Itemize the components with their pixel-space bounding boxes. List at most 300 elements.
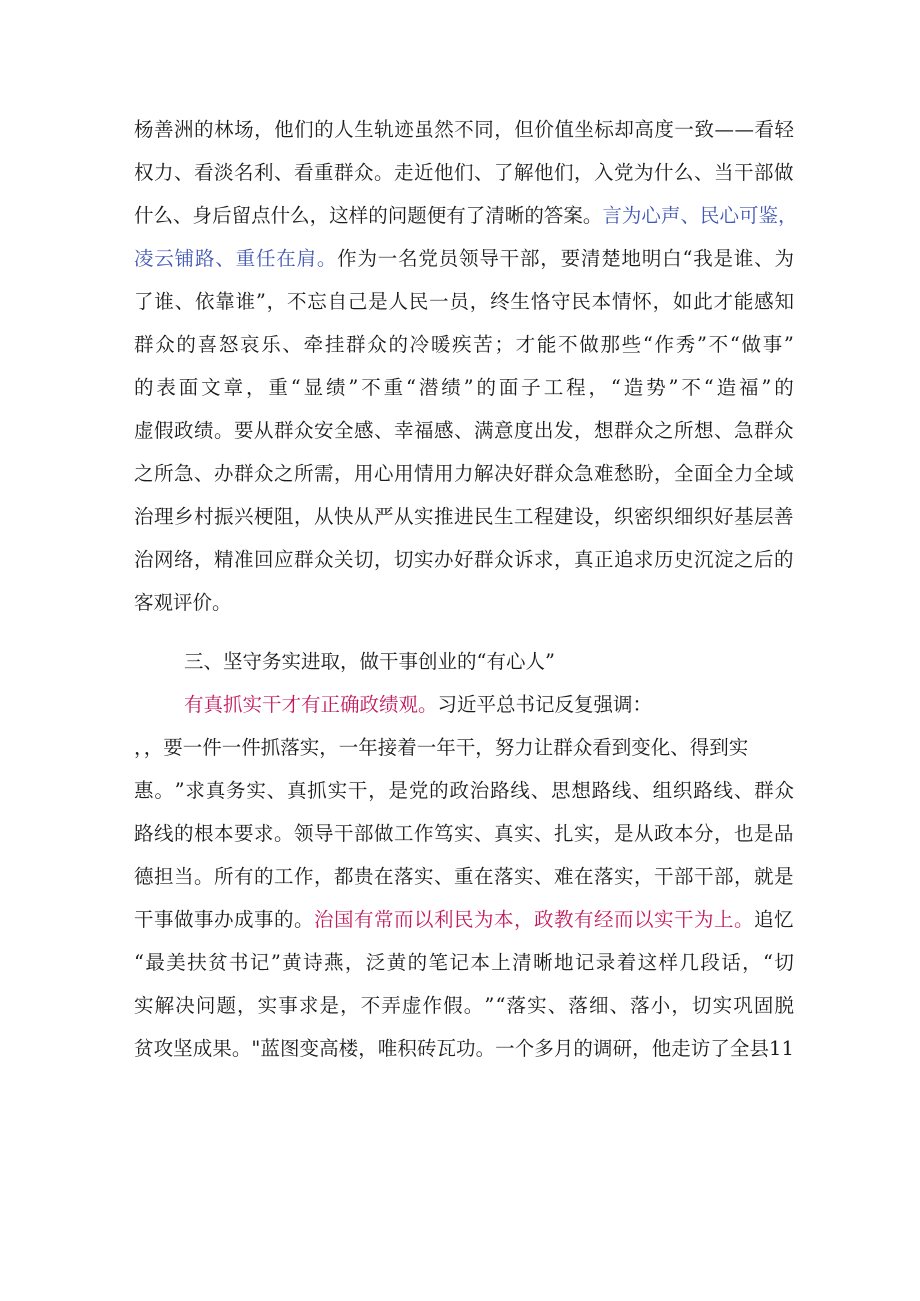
- text-char: 白: [662, 247, 682, 270]
- text-char: 众: [294, 419, 314, 442]
- text-char: 的: [774, 376, 794, 399]
- text-char: 准: [234, 548, 254, 571]
- text-char: 做: [579, 333, 599, 356]
- text-char: 他: [651, 1037, 672, 1060]
- text-char: 杨: [134, 118, 154, 141]
- text-char: 常: [374, 908, 394, 931]
- text-char: 诉: [514, 548, 534, 571]
- text-char: 高: [319, 1037, 339, 1060]
- text-char: ，: [514, 908, 534, 931]
- text-char: 巩: [733, 994, 753, 1017]
- text-char: 高: [634, 118, 654, 141]
- text-char: 什: [134, 204, 154, 227]
- document-page: [134, 108, 798, 1070]
- text-char: 实: [414, 505, 434, 528]
- text-char: 本: [214, 822, 234, 845]
- text-char: 忆: [774, 908, 794, 931]
- text-char: 。: [463, 994, 484, 1017]
- text-char: 却: [614, 118, 634, 141]
- text-char: 实: [527, 994, 547, 1017]
- text-char: 点: [251, 204, 271, 227]
- text-char: 问: [195, 994, 216, 1017]
- text-char: 之: [134, 462, 154, 485]
- text-char: 如: [672, 290, 693, 313]
- text-char: 出: [534, 419, 554, 442]
- text-char: 抓: [307, 779, 327, 802]
- text-char: 疾: [452, 333, 472, 356]
- text-char: ，: [194, 548, 214, 571]
- text-char: 织: [694, 505, 714, 528]
- text-char: 、: [274, 161, 294, 184]
- text-char: 记: [574, 951, 595, 974]
- text-char: 工: [514, 505, 534, 528]
- text-char: 、: [534, 865, 554, 888]
- text-char: “: [406, 376, 416, 399]
- text-char: 问: [387, 204, 408, 227]
- text-char: 工: [543, 376, 564, 399]
- text-char: 之: [734, 548, 754, 571]
- text-char: ，: [540, 247, 560, 270]
- text-char: 在: [474, 865, 494, 888]
- text-char: 明: [641, 247, 662, 270]
- text-char: 决: [494, 462, 514, 485]
- text-char: 样: [658, 951, 679, 974]
- text-char: 贫: [134, 1037, 154, 1060]
- text-char: 清: [485, 204, 505, 227]
- text-char: 而: [614, 908, 634, 931]
- text-char: 村: [194, 505, 214, 528]
- text-char: 安: [314, 419, 334, 442]
- text-char: 难: [594, 462, 614, 485]
- text-char: 党: [614, 161, 634, 184]
- text-char: “: [642, 333, 653, 356]
- text-char: 的: [388, 333, 408, 356]
- text-char: 发: [554, 419, 574, 442]
- text-char: 从: [634, 822, 654, 845]
- text-char: 泛: [365, 951, 386, 974]
- text-char: 、: [434, 865, 454, 888]
- text-char: 笃: [434, 822, 454, 845]
- text-char: 林: [214, 118, 234, 141]
- text-char: 全: [729, 1037, 750, 1060]
- text-char: 。: [734, 908, 754, 931]
- text-char: 事: [278, 994, 298, 1017]
- text-char: 是: [713, 247, 734, 270]
- text-line: [134, 538, 794, 581]
- text-char: 言: [602, 204, 622, 227]
- section-heading: [134, 640, 794, 683]
- text-char: 重: [383, 376, 404, 399]
- text-char: 兴: [234, 505, 254, 528]
- text-char: ；: [494, 333, 514, 356]
- text-char: 扶: [187, 951, 207, 974]
- text-char: 。: [231, 1037, 252, 1060]
- text-char: 域: [774, 462, 794, 485]
- text-char: 此: [693, 290, 713, 313]
- text-char: 有: [354, 908, 374, 931]
- text-char: 众: [254, 462, 274, 485]
- text-char: 小: [650, 994, 671, 1017]
- text-char: 群: [274, 419, 294, 442]
- text-char: 善: [154, 118, 174, 141]
- text-char: 的: [174, 822, 194, 845]
- text-char: 梗: [254, 505, 274, 528]
- text-char: ，: [554, 548, 574, 571]
- text-char: 所: [214, 865, 234, 888]
- text-line: [134, 726, 794, 769]
- text-char: 作: [294, 865, 314, 888]
- text-char: 民: [474, 505, 494, 528]
- text-char: 诗: [303, 951, 323, 974]
- text-char: 、: [714, 419, 734, 442]
- text-char: 国: [334, 908, 354, 931]
- text-char: 、: [266, 779, 287, 802]
- text-char: 、: [454, 419, 474, 442]
- text-char: ": [251, 1037, 261, 1060]
- text-char: 绩: [441, 376, 461, 399]
- text-char: 治: [469, 779, 490, 802]
- text-char: 么: [674, 161, 694, 184]
- text-char: 功: [456, 1037, 476, 1060]
- text-char: 肩: [296, 247, 317, 270]
- text-char: 真: [574, 548, 594, 571]
- text-char: 织: [654, 505, 674, 528]
- text-char: 度: [654, 118, 674, 141]
- text-line: [134, 984, 794, 1027]
- text-char: 实: [574, 822, 594, 845]
- text-char: 的: [476, 376, 497, 399]
- text-char: 晰: [533, 951, 553, 974]
- text-char: 县: [749, 1037, 769, 1060]
- text-char: 群: [134, 333, 154, 356]
- text-char: 干: [734, 161, 754, 184]
- text-char: 、: [374, 419, 394, 442]
- text-char: 多: [534, 1037, 554, 1060]
- text-char: 追: [614, 548, 634, 571]
- text-char: 密: [634, 505, 654, 528]
- text-char: 基: [734, 505, 754, 528]
- text-char: 政: [654, 822, 674, 845]
- text-char: 史: [674, 548, 694, 571]
- text-char: ，: [778, 204, 798, 227]
- text-char: 干: [694, 865, 714, 888]
- text-char: 民: [408, 290, 429, 313]
- text-char: 求: [298, 994, 319, 1017]
- text-char: ，: [654, 462, 674, 485]
- text-char: 进: [454, 505, 474, 528]
- text-char: 研: [612, 1037, 633, 1060]
- text-char: 乡: [174, 505, 194, 528]
- text-char: 政: [449, 779, 469, 802]
- text-char: 求: [254, 822, 274, 845]
- text-char: 重: [268, 376, 288, 399]
- text-char: 好: [714, 505, 734, 528]
- text-char: 急: [174, 462, 194, 485]
- text-char: 员: [449, 290, 469, 313]
- text-char: 事: [254, 908, 274, 931]
- text-char: 要: [560, 247, 581, 270]
- text-char: 情: [414, 462, 434, 485]
- text-char: 为: [634, 161, 654, 184]
- text-char: 11: [769, 1037, 794, 1060]
- text-char: 牵: [303, 333, 324, 356]
- text-char: 、: [215, 247, 235, 270]
- text-char: 的: [524, 204, 544, 227]
- text-char: 做: [741, 333, 762, 356]
- text-char: 的: [134, 376, 154, 399]
- text-segment: 三、坚守务实进取，做干事创业的“有心人”: [184, 650, 555, 673]
- text-char: 权: [134, 161, 154, 184]
- text-char: 黄: [386, 951, 407, 974]
- text-char: 图: [279, 1037, 300, 1060]
- text-char: 虚: [401, 994, 422, 1017]
- text-char: 看: [294, 161, 314, 184]
- text-char: 笔: [428, 951, 449, 974]
- text-char: 终: [490, 290, 510, 313]
- text-char: 全: [714, 462, 734, 485]
- text-char: 是: [388, 779, 409, 802]
- text-char: 网: [154, 548, 174, 571]
- text-char: 、: [174, 290, 195, 313]
- text-char: 值: [554, 118, 574, 141]
- text-char: 担: [154, 865, 174, 888]
- text-char: 、: [474, 161, 494, 184]
- text-char: 求: [534, 548, 554, 571]
- text-char: 唯: [377, 1037, 398, 1060]
- text-char: 领: [294, 822, 314, 845]
- text-char: 好: [454, 548, 474, 571]
- text-line: [134, 812, 794, 855]
- text-char: 历: [654, 548, 674, 571]
- text-char: 回: [254, 548, 274, 571]
- text-char: 有: [574, 908, 594, 931]
- text-char: 暖: [430, 333, 451, 356]
- text-char: 本: [674, 822, 694, 845]
- text-char: 看: [754, 118, 774, 141]
- text-char: 不: [454, 118, 474, 141]
- text-char: 上: [714, 908, 734, 931]
- text-char: 政: [174, 419, 194, 442]
- text-char: 众: [554, 462, 574, 485]
- text-char: 根: [194, 822, 214, 845]
- text-char: 么: [153, 204, 174, 227]
- text-char: 干: [334, 822, 354, 845]
- text-char: 地: [621, 247, 642, 270]
- text-char: 从: [254, 419, 274, 442]
- text-char: 假: [443, 994, 463, 1017]
- text-char: 部: [754, 161, 774, 184]
- text-char: 瓦: [436, 1037, 456, 1060]
- text-char: 显: [303, 376, 324, 399]
- text-char: 实: [454, 822, 474, 845]
- text-char: 用: [394, 462, 414, 485]
- text-char: 部: [354, 822, 374, 845]
- text-char: “: [134, 951, 144, 974]
- text-char: 、: [474, 822, 494, 845]
- text-char: 而: [394, 908, 414, 931]
- text-char: 那: [600, 333, 620, 356]
- text-char: 群: [754, 779, 774, 802]
- text-char: 走: [671, 1037, 691, 1060]
- text-char: 依: [194, 290, 215, 313]
- text-char: 落: [594, 865, 614, 888]
- text-char: 快: [334, 505, 354, 528]
- text-char: 织: [614, 505, 634, 528]
- text-char: 真: [205, 779, 226, 802]
- text-char: 路: [591, 779, 612, 802]
- text-char: 几: [679, 951, 699, 974]
- text-char: 积: [397, 1037, 417, 1060]
- text-char: 谁: [733, 247, 754, 270]
- text-char: 事: [154, 908, 174, 931]
- text-line: [134, 581, 794, 624]
- text-char: 作: [654, 333, 675, 356]
- text-char: 治: [134, 505, 154, 528]
- text-char: 是: [319, 994, 339, 1017]
- text-char: 美: [166, 951, 186, 974]
- text-char: 所: [674, 419, 694, 442]
- text-line: [134, 237, 794, 280]
- text-char: 心: [641, 204, 661, 227]
- text-char: 细: [588, 994, 609, 1017]
- text-char: 推: [434, 505, 454, 528]
- text-char: 满: [474, 419, 494, 442]
- text-char: 落: [494, 865, 514, 888]
- text-char: 群: [294, 548, 314, 571]
- text-char: 干: [499, 247, 520, 270]
- text-char: 这: [637, 951, 658, 974]
- text-char: 轨: [374, 118, 394, 141]
- text-char: 忘: [307, 290, 327, 313]
- text-char: 为: [694, 908, 714, 931]
- text-char: 从: [354, 505, 374, 528]
- text-char: 留: [231, 204, 252, 227]
- text-char: 重: [314, 161, 334, 184]
- text-char: 入: [594, 161, 614, 184]
- text-char: 名: [234, 161, 254, 184]
- text-char: 苦: [473, 333, 493, 356]
- text-char: 以: [414, 908, 434, 931]
- text-char: 办: [434, 548, 454, 571]
- text-line: [134, 495, 794, 538]
- text-char: 教: [554, 908, 574, 931]
- text-char: “: [610, 376, 621, 399]
- text-char: 了: [134, 290, 154, 313]
- text-char: 生: [354, 118, 374, 141]
- text-char: 看: [194, 161, 214, 184]
- text-char: 切: [354, 548, 374, 571]
- text-char: ，: [254, 118, 274, 141]
- text-char: 当: [174, 865, 194, 888]
- text-char: 解: [514, 161, 534, 184]
- text-char: 怒: [218, 333, 239, 356]
- text-char: 众: [314, 548, 334, 571]
- text-char: ，: [634, 865, 654, 888]
- text-char: 靠: [215, 290, 235, 313]
- text-char: 群: [334, 161, 354, 184]
- text-char: 群: [474, 548, 494, 571]
- text-char: 关: [334, 548, 354, 571]
- text-char: 是: [614, 822, 634, 845]
- text-char: 想: [594, 419, 614, 442]
- text-char: 部: [519, 247, 540, 270]
- text-char: 走: [394, 161, 414, 184]
- text-char: 好: [514, 462, 534, 485]
- text-char: 生: [494, 505, 514, 528]
- text-char: ，: [374, 548, 394, 571]
- text-char: 在: [374, 865, 394, 888]
- text-char: ”: [761, 376, 772, 399]
- text-char: ，: [594, 822, 614, 845]
- text-char: 凌: [134, 247, 154, 270]
- text-char: 众: [354, 161, 374, 184]
- text-char: 情: [611, 290, 632, 313]
- text-char: 月: [553, 1037, 574, 1060]
- text-char: ，: [358, 1037, 378, 1060]
- text-char: 生: [510, 290, 530, 313]
- text-char: 众: [634, 419, 654, 442]
- text-char: 坐: [574, 118, 594, 141]
- text-char: 。: [316, 247, 337, 270]
- text-char: 。: [582, 204, 603, 227]
- text-char: 虽: [414, 118, 434, 141]
- text-char: 录: [595, 951, 616, 974]
- text-char: ，: [340, 994, 360, 1017]
- text-char: 标: [594, 118, 614, 141]
- text-char: 一: [377, 247, 398, 270]
- text-char: 、: [194, 462, 214, 485]
- text-char: 攻: [153, 1037, 174, 1060]
- text-char: 要: [234, 419, 254, 442]
- text-char: 挂: [324, 333, 345, 356]
- text-char: 实: [614, 865, 634, 888]
- text-char: 务: [226, 779, 246, 802]
- text-char: 才: [713, 290, 734, 313]
- text-char: 落: [506, 994, 527, 1017]
- text-char: 案: [563, 204, 583, 227]
- text-char: “: [495, 994, 506, 1017]
- text-char: 便: [426, 204, 447, 227]
- text-char: 了: [465, 204, 486, 227]
- text-char: 。: [274, 822, 294, 845]
- text-char: 、: [282, 333, 302, 356]
- text-char: 。: [154, 779, 174, 802]
- text-char: “: [763, 951, 774, 974]
- text-char: 、: [680, 204, 700, 227]
- text-char: 同: [474, 118, 494, 141]
- text-char: 价: [534, 118, 554, 141]
- text-char: ，: [574, 161, 594, 184]
- text-char: 众: [774, 779, 794, 802]
- text-char: 些: [621, 333, 642, 356]
- text-char: 员: [438, 247, 459, 270]
- text-char: ，: [494, 118, 514, 141]
- text-char: 造: [716, 376, 737, 399]
- text-char: 应: [274, 548, 294, 571]
- text-char: 工: [274, 865, 294, 888]
- text-char: 段: [700, 951, 720, 974]
- text-char: 喜: [197, 333, 218, 356]
- text-char: 可: [738, 204, 759, 227]
- text-char: 全: [754, 462, 774, 485]
- text-line: [134, 151, 794, 194]
- text-char: ，: [671, 994, 691, 1017]
- text-char: 的: [573, 1037, 593, 1060]
- text-char: 也: [734, 822, 754, 845]
- text-char: 题: [407, 204, 427, 227]
- text-char: 思: [551, 779, 571, 802]
- text-char: 阻: [274, 505, 294, 528]
